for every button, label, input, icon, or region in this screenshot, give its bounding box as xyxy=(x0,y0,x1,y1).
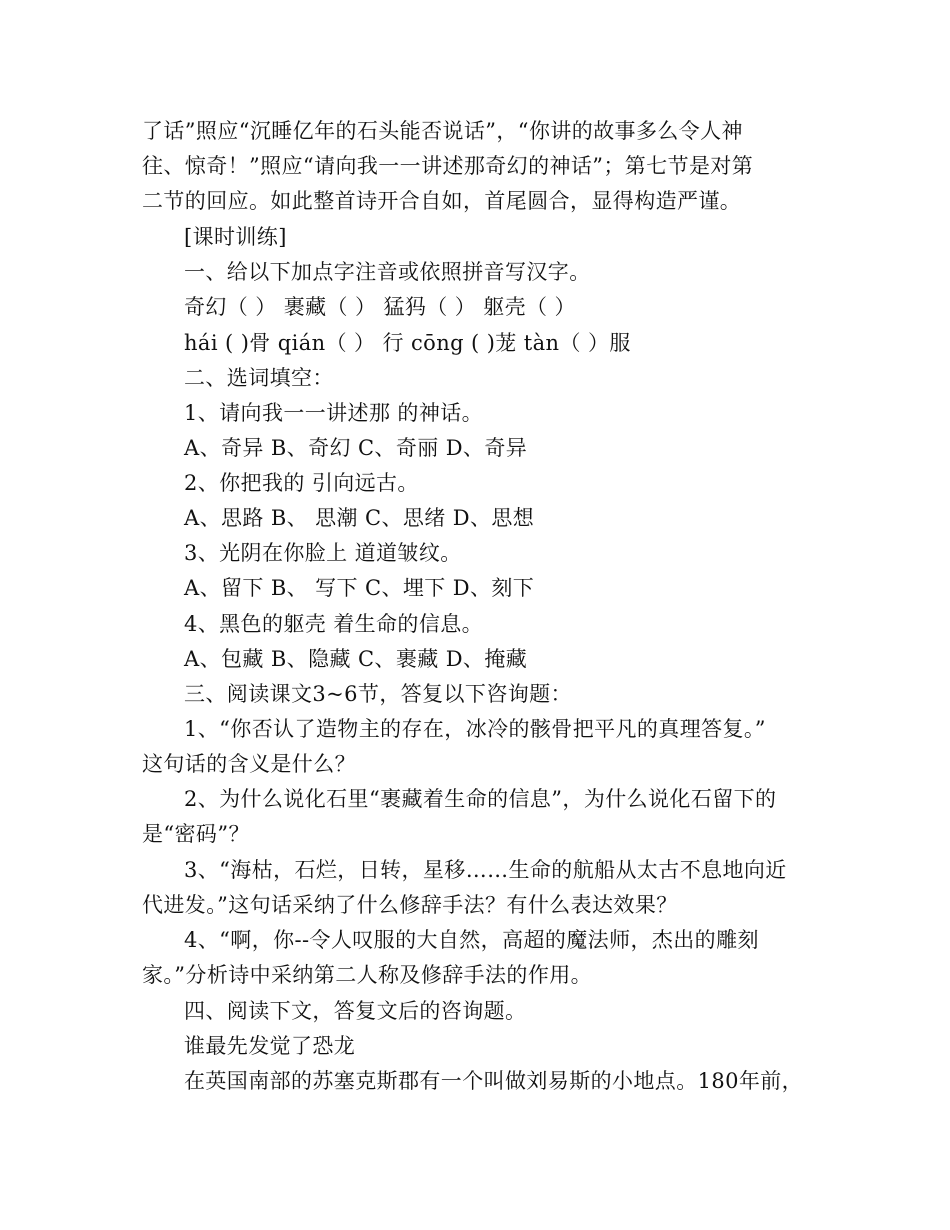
section-heading: [课时训练] xyxy=(184,225,287,249)
text-line: 3、光阴在你脸上 道道皱纹。 xyxy=(184,541,462,565)
answer-options: A、奇异 B、奇幻 C、奇丽 D、奇异 xyxy=(184,436,528,460)
answer-options: A、思路 B、 思潮 C、思绪 D、思想 xyxy=(184,506,535,530)
text-line: 3、“海枯，石烂，日转，星移……生命的航船从太古不息地向近 xyxy=(184,858,787,882)
text-line: 二节的回应。如此整首诗开合自如，首尾圆合，显得构造严谨。 xyxy=(142,189,742,213)
text-line: 在英国南部的苏塞克斯郡有一个叫做刘易斯的小地点。180年前， xyxy=(184,1069,804,1093)
text-line: hái ( )骨 qián（ ） 行 cōng ( )茏 tàn（ ）服 xyxy=(184,331,631,355)
text-line: 家。”分析诗中采纳第二人称及修辞手法的作用。 xyxy=(142,963,593,987)
question-heading: 一、给以下加点字注音或依照拼音写汉字。 xyxy=(184,260,591,284)
question-heading: 四、阅读下文，答复文后的咨询题。 xyxy=(184,999,527,1023)
text-line: 这句话的含义是什么？ xyxy=(142,752,356,776)
text-line: 奇幻（ ） 裹藏（ ） 猛犸（ ） 躯壳（ ） xyxy=(184,295,576,319)
text-line: 4、黑色的躯壳 着生命的信息。 xyxy=(184,612,484,636)
question-heading: 三、阅读课文3~6节，答复以下咨询题： xyxy=(184,682,572,706)
text-line: 代进发。”这句话采纳了什么修辞手法？有什么表达效果？ xyxy=(142,893,678,917)
text-line: 1、“你否认了造物主的存在，冰冷的骸骨把平凡的真理答复。” xyxy=(184,717,766,741)
text-line: 往、惊奇！”照应“请向我一一讲述那奇幻的神话”；第七节是对第 xyxy=(142,154,754,178)
answer-options: A、留下 B、 写下 C、埋下 D、刻下 xyxy=(184,576,535,600)
answer-options: A、包藏 B、隐藏 C、裹藏 D、掩藏 xyxy=(184,647,528,671)
article-title: 谁最先发觉了恐龙 xyxy=(184,1034,356,1058)
text-line: 4、“啊，你--令人叹服的大自然，高超的魔法师，杰出的雕刻 xyxy=(184,928,759,952)
text-line: 了话”照应“沉睡亿年的石头能否说话”，“你讲的故事多么令人神 xyxy=(142,119,743,143)
text-line: 2、为什么说化石里“裹藏着生命的信息”，为什么说化石留下的 xyxy=(184,787,777,811)
text-line: 是“密码”？ xyxy=(142,822,250,846)
text-line: 1、请向我一一讲述那 的神话。 xyxy=(184,401,484,425)
text-line: 2、你把我的 引向远古。 xyxy=(184,471,419,495)
question-heading: 二、选词填空： xyxy=(184,366,334,390)
